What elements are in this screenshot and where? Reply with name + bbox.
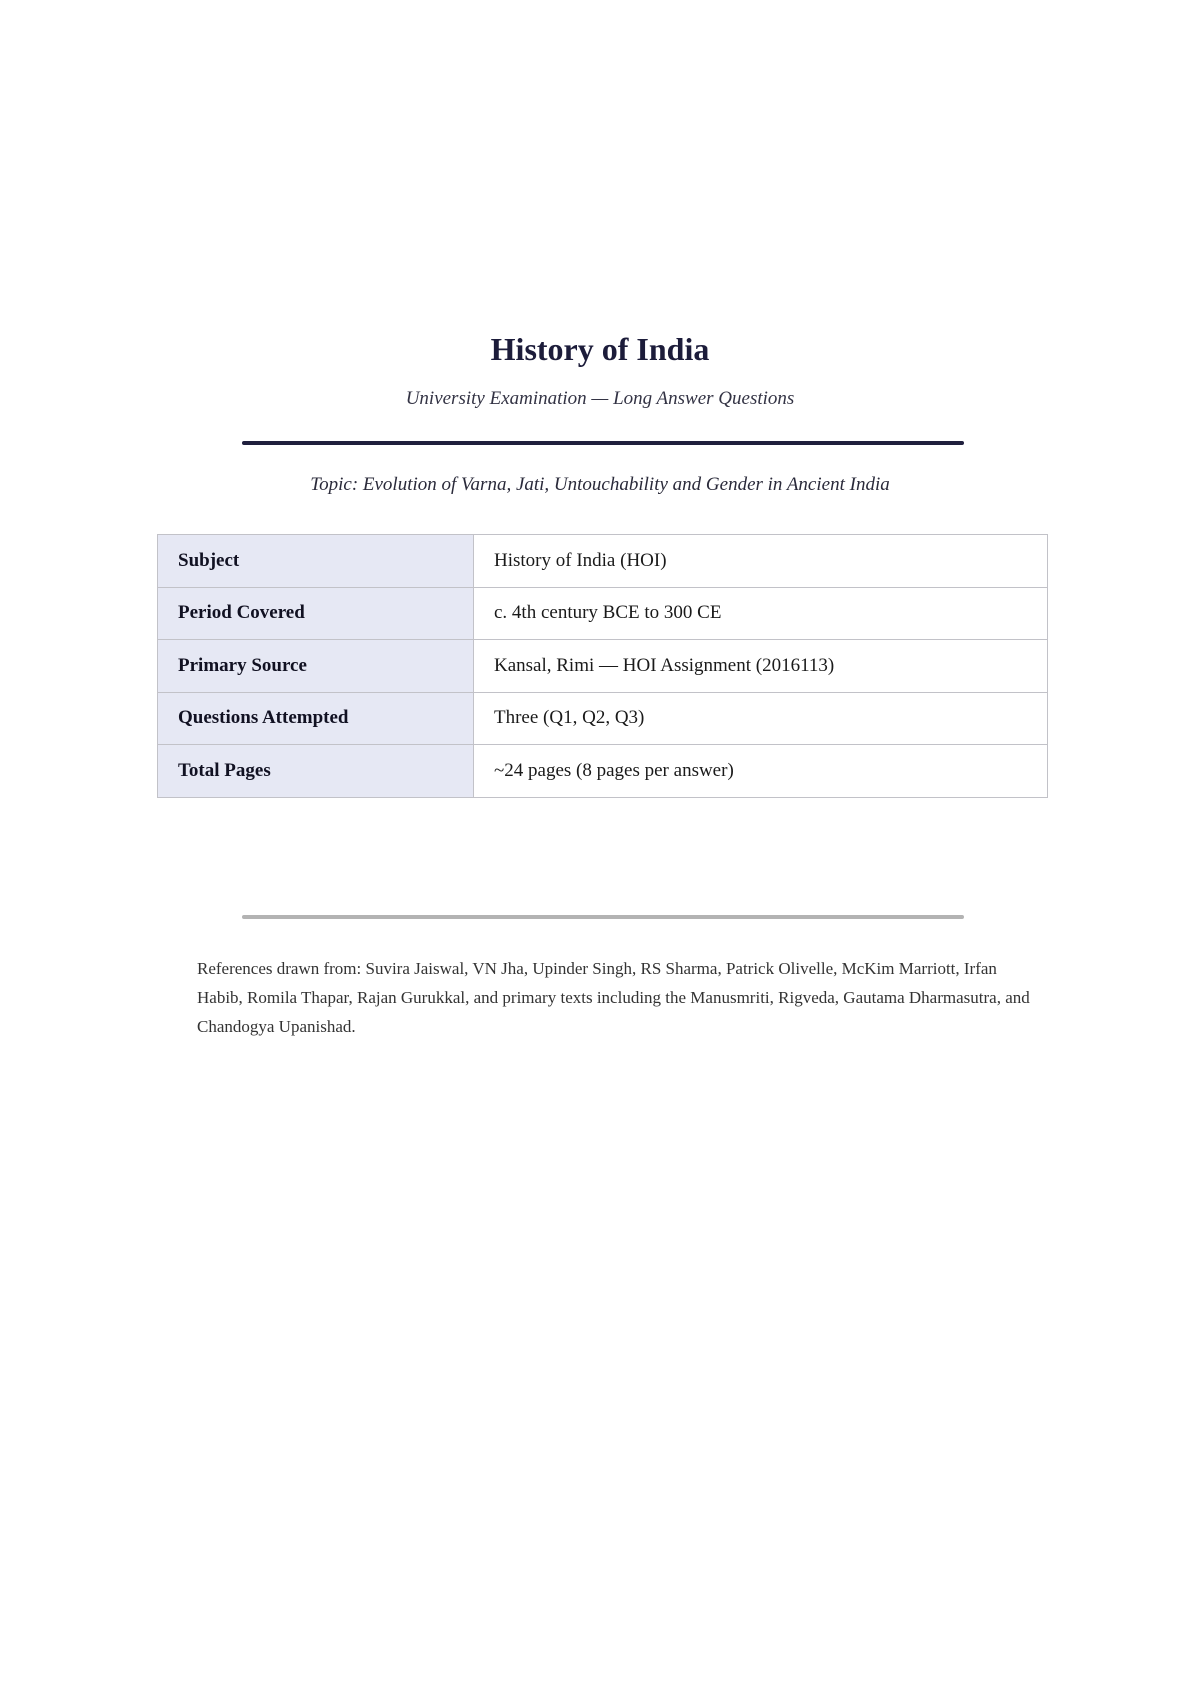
table-row	[158, 745, 1048, 798]
info-table	[157, 534, 1048, 798]
topic-line: Topic: Evolution of Varna, Jati, Untouchability and Gender in Ancient India	[310, 474, 890, 495]
row-label: Total Pages	[158, 745, 474, 798]
row-value: Kansal, Rimi — HOI Assignment (2016113)	[474, 640, 1048, 693]
row-value: Three (Q1, Q2, Q3)	[474, 692, 1048, 745]
row-label: Questions Attempted	[158, 692, 474, 745]
table-row	[158, 587, 1048, 640]
row-value: ~24 pages (8 pages per answer)	[474, 745, 1048, 798]
row-value: c. 4th century BCE to 300 CE	[474, 587, 1048, 640]
title-divider	[242, 441, 964, 445]
row-value: History of India (HOI)	[474, 535, 1048, 588]
page-subtitle: University Examination — Long Answer Questions	[405, 388, 795, 409]
page-title: History of India	[490, 331, 710, 367]
row-label: Subject	[158, 535, 474, 588]
table-row	[158, 692, 1048, 745]
table-row	[158, 535, 1048, 588]
row-label: Primary Source	[158, 640, 474, 693]
references-note: References drawn from: Suvira Jaiswal, VN Jha, Upinder Singh, RS Sharma, Patrick Olivelle, McKim Marriott, Irfan Habib, Romila Thapar, Rajan Gurukkal, and primary texts including the Manusmriti, Rigveda, Gautama Dharmasutra, and Chandogya Upanishad.	[197, 959, 1030, 1036]
row-label: Period Covered	[158, 587, 474, 640]
table-row	[158, 640, 1048, 693]
references-divider	[242, 915, 964, 919]
